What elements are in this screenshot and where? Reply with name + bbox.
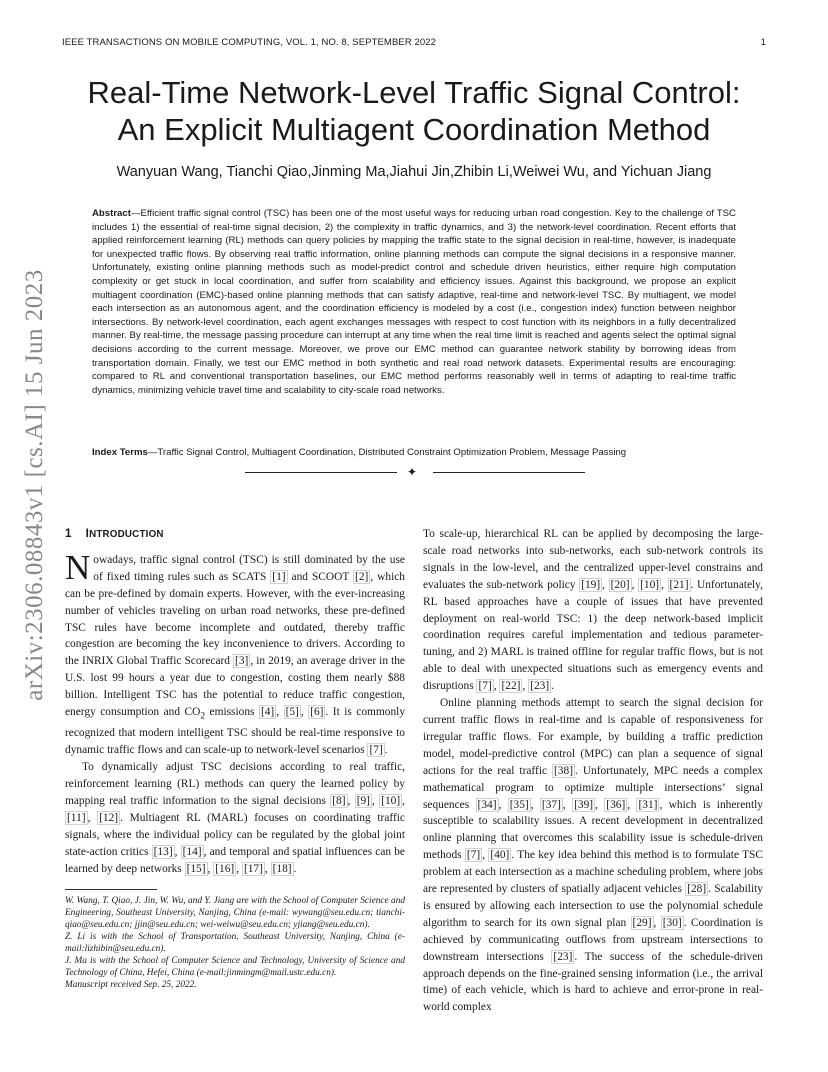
section-separator [245, 465, 585, 479]
citation-link[interactable]: [19] [581, 578, 601, 591]
citation-link[interactable]: [14] [182, 845, 202, 858]
title-line-2: An Explicit Multiagent Coordination Method [117, 112, 711, 147]
citation-link[interactable]: [2] [355, 570, 369, 583]
citation-link[interactable]: [10] [381, 794, 401, 807]
running-header [62, 37, 766, 48]
citation-link[interactable]: [37] [541, 798, 561, 811]
citation-link[interactable]: [36] [606, 798, 626, 811]
citation-link[interactable]: [4] [260, 706, 275, 719]
citation-link[interactable]: [10] [640, 578, 660, 591]
citation-link[interactable]: [7] [369, 744, 383, 757]
abstract [92, 207, 736, 397]
index-terms-text: —Traffic Signal Control, Multiagent Coordination, Distributed Constraint Optimization Problem, Message Passing [147, 447, 627, 458]
author-list: Wanyuan Wang, Tianchi Qiao,Jinming Ma,Jiahui Jin,Zhibin Li,Weiwei Wu, and Yichuan Jiang [116, 164, 712, 180]
citation-link[interactable]: [30] [662, 916, 682, 929]
paper-title [40, 74, 788, 148]
journal-header: IEEE TRANSACTIONS ON MOBILE COMPUTING, VOL. 1, NO. 8, SEPTEMBER 2022 [62, 37, 437, 48]
citation-link[interactable]: [13] [153, 845, 173, 858]
paragraph: Nowadays, traffic signal control (TSC) is still dominated by the use of fixed timing rules such as SCATS [1] and SCOOT [2] , which can be pre-defined by domain experts. However, with the ever-increasing number of vehicles traveling on urban road networks, these pre-defined TSC rules have become incomplete and outdated, thereby traffic congestion are becoming the key inconvenience to drivers. According to the INRIX Global Traffic Scorecard [3] , in 2019, an average driver in the U.S. lost 99 hours a year due to congestion, costing them nearly $88 billion. Intelligent TSC has the potential to reduce traffic congestion, energy consumption and $CO_2$ emissions [4] , [5] , [6] . It is commonly recognized that modern intelligent TSC should be real-time responsive to dynamic traffic flows and can scale-up to network-level scenarios [7] . [65, 547, 406, 757]
section-heading [65, 526, 405, 544]
footnote-rule [65, 889, 157, 890]
citation-link[interactable]: [40] [490, 849, 510, 862]
section-number: 1 [65, 527, 72, 540]
paragraph: To scale-up, hierarchical RL can be applied by decomposing the large-scale road networks into sub-networks, each sub-network controls its signals in the low-level, and the centralized upper-level constrains and evaluates the sub-network policy [19] , [20] , [10] , [21] . Unfortunately, RL based approaches have a couple of issues that have prevented deployment on real-world TSC: 1) the deep network-based implicit coordination requires careful implementation and tedious parameter-tuning, and 2) MARL is trained offline for regular traffic flows, but is not able to deal with unexpected situations such as emergency events and disruptions [7] , [22] , [23] . [423, 528, 763, 693]
citation-link[interactable]: [23] [530, 680, 550, 693]
index-terms-label: Index Terms [92, 447, 148, 458]
citation-link[interactable]: [23] [553, 950, 573, 963]
citation-link[interactable]: [34] [477, 798, 497, 811]
abstract-label: Abstract [92, 208, 131, 219]
subscript: 2 [200, 711, 206, 722]
citation-link[interactable]: [9] [356, 794, 370, 807]
citation-link[interactable]: [16] [215, 862, 235, 875]
left-column [65, 526, 405, 991]
citation-link[interactable]: [12] [99, 811, 119, 824]
footnote: Z. Li is with the School of Transportation, Southeast University, Nanjing, China (e-mail:lizhibin@seu.edu.cn). [65, 932, 405, 955]
arxiv-identifier: arXiv:2306.08843v1 [cs.AI] 15 Jun 2023 [21, 269, 48, 701]
diamond-icon: ✦ [407, 465, 418, 479]
citation-link[interactable]: [22] [501, 680, 521, 693]
citation-link[interactable]: [17] [243, 862, 263, 875]
citation-link[interactable]: [5] [285, 706, 299, 719]
footnote: J. Ma is with the School of Computer Science and Technology, University of Science and Technology of China, Hefei, China (e-mail:jinmingm@mail.ustc.edu.cn). [65, 956, 405, 979]
citation-link[interactable]: [15] [186, 862, 206, 875]
citation-link[interactable]: [20] [610, 578, 630, 591]
citation-link[interactable]: [6] [310, 706, 324, 719]
section-title-initial: I [85, 527, 90, 540]
citation-link[interactable]: [7] [478, 680, 492, 693]
footnote: W. Wang, T. Qiao, J. Jin, W. Wu, and Y. Jiang are with the School of Computer Science and Engineering, Southeast University, Nanjing, China (e-mail: wywang@seu.edu.cn; tianchi-qiao@seu.edu.cn; jjin@seu.edu.cn; wei-weiwu@seu.edu.cn; yjiang@seu.edu.cn). [65, 896, 405, 931]
citation-link[interactable]: [28] [687, 883, 707, 896]
drop-cap: N [65, 547, 91, 587]
page-number: 1 [760, 37, 766, 48]
citation-link[interactable]: [38] [554, 764, 573, 777]
citation-link[interactable]: [21] [669, 578, 689, 591]
arxiv-watermark [20, 269, 50, 701]
citation-link[interactable]: [18] [272, 862, 292, 875]
footnote: Manuscript received Sep. 25, 2022. [65, 980, 197, 991]
title-line-1: Real-Time Network-Level Traffic Signal Control: [87, 75, 741, 110]
abstract-text: —Efficient traffic signal control (TSC) has been one of the most useful ways for reducing urban road congestion. Key to the challenge of TSC includes 1) the essential of real-time signal decision, 2) the complexity in traffic dynamics, and 3) the network-level coordination. Recent efforts that applied reinforcement learning (RL) methods can query policies by mapping the traffic state to the signal decision in real-time, however, is inadequate for unexpected traffic flows. By observing real traffic information, online planning methods can compute the signal decisions in a responsive manner. Unfortunately, existing online planning methods such as model-predict control and schedule driven heuristics, either require high computation complexity or get stuck in local coordination, and suffer from scalability and efficiency issues. Against this background, we propose an explicit multiagent coordination (EMC)-based online planning methods that can satisfy adaptive, real-time and network-level TSC. By multiagent, we model each intersection as an autonomous agent, and the coordination efficiency is modeled by a cost (i.e., congestion index) function between neighbor intersections. By network-level coordination, each agent exchanges messages with respect to cost function with its neighbors in a fully decentralized manner. By real-time, the message passing procedure can interrupt at any time when the real time limit is reached and agents select the optimal signal decisions according to the current message. Moreover, we prove our EMC method can guarantee network stability by borrowing ideas from transportation domain. Finally, we test our EMC method in both synthetic and real road network datasets. Experimental results are encouraging: compared to RL and conventional transportation baselines, our EMC method performs reasonably well in terms of adapting to real-time traffic dynamics, minimizing vehicle travel time and scalability to city-scale road networks. [92, 208, 736, 396]
separator-rule-right [433, 472, 585, 473]
index-terms [92, 446, 736, 459]
citation-link[interactable]: [3] [235, 655, 249, 668]
citation-link[interactable]: [29] [632, 916, 652, 929]
citation-link[interactable]: [8] [332, 794, 346, 807]
citation-link[interactable]: [31] [638, 798, 658, 811]
citation-link[interactable]: [35] [509, 798, 529, 811]
right-column [423, 526, 763, 1016]
citation-link[interactable]: [7] [466, 849, 481, 862]
paragraph: To dynamically adjust TSC decisions according to real traffic, reinforcement learning (RL) methods can query the learned policy by mapping real traffic information to the signal decisions [8] , [9] , [10] , [11] , [12] . Multiagent RL (MARL) focuses on coordinating traffic signals, where the individual policy can be regulated by the global joint state-action critics [13] , [14] , and temporal and spatial influences can be learned by deep networks [15] , [16] , [17] , [18] . [65, 761, 405, 875]
paragraph: Online planning methods attempt to search the signal decision for current traffic flows in real-time and is capable of responsiveness for irregular traffic flows. For example, by building a traffic prediction model, model-predictive control (MPC) can plan a sequence of signal actions for the real traffic [38] . Unfortunately, MPC needs a complex mathematical program to optimize multiple intersections’ signal sequences [34] , [35] , [37] , [39] , [36] , [31] , which is inherently susceptible to scalability issues. A recent development in decentralized online planning that overcomes this scalability issue is schedule-driven methods [7] , [40] . The key idea behind this method is to formulate TSC problem at each intersection as a machine scheduling problem, where jobs are represented by clusters of spatially adjacent vehicles [28] . Scalability is ensured by allowing each intersection to use the polynomial schedule algorithm to search for its own signal plan [29] , [30] . Coordination is achieved by communicating outflows from upstream intersections to downstream intersections [23] . The success of the schedule-driven approach depends on the fine-grained sensing information (i.e., the arrival time) of each vehicle, which is hard to achieve and error-prone in real-world complex [423, 697, 763, 1014]
section-title-rest: NTRODUCTION [89, 529, 164, 540]
citation-link[interactable]: [1] [272, 570, 286, 583]
citation-link[interactable]: [39] [574, 798, 594, 811]
citation-link[interactable]: [11] [67, 811, 86, 824]
separator-rule-left [245, 472, 397, 473]
